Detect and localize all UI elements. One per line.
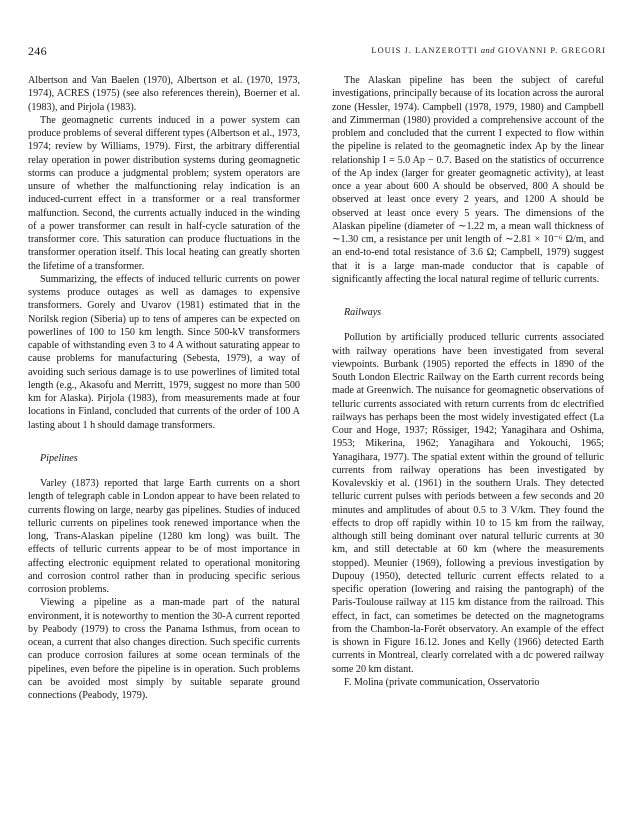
left-paragraph-5: Viewing a pipeline as a man-made part of the natural environment, it is noteworthy to mention the 30-A current reported by Peabody (1979) to cross the Panama Isthmus, from ocean to ocean, a current that also changes direction. Such specific currents can produce corrosion failures at some ocean terminals of the pipelines, even before the pipeline is in operation. Such problems can be avoided most simply by suitable separate ground connections (Peabody, 1979). — [28, 597, 300, 701]
section-heading-pipelines: Pipelines — [40, 452, 78, 464]
left-paragraph-4: Varley (1873) reported that large Earth currents on a short length of telegraph cable in London appear to have been related to currents flowing on large, nearby gas pipelines. Studies of induced telluric currents on pipelines took renewed importance when the long, Trans-Alaskan pipeline (1280 km long) was built. The effects of telluric currents appear to be of most importance in affecting electronic equipment related to operational monitoring and corrosion control rather than in producing specific serious corrosion problems. — [28, 478, 300, 595]
section-heading-railways: Railways — [344, 307, 382, 318]
left-paragraph-3: Summarizing, the effects of induced telluric currents on power systems produce outages as well as damages to expensive transformers. Gorely and Uvarov (1981) estimated that in the Norilsk region (Siberia) up to tens of amperes can be expected on powerlines of 100 to 150 km length. Since 500-kV transformers capable of withstanding even 3 to 4 A without saturating appear to cause problems for manufacturing (Sebesta, 1979), a way of avoiding such serious damage is to use powerlines of limited total length (e.g., Akasofu and Merritt, 1979, suggest no more than 500 km for Alaska). Pirjola (1983), from measurements made at four locations in Finland, concluded that currents of the order of 100 A lasting about 1 h should damage transformers. — [28, 273, 300, 431]
running-head-authors: LOUIS J. LANZEROTTI — [371, 46, 478, 55]
right-column — [332, 74, 604, 689]
running-head — [371, 46, 606, 55]
left-paragraph-1: Albertson and Van Baelen (1970), Albertson et al. (1970, 1973, 1974), ACRES (1975) (see also references therein), Boerner et al. (1983), and Pirjola (1983). — [28, 75, 300, 113]
page-number: 246 — [28, 44, 47, 58]
right-paragraph-2: Pollution by artificially produced telluric currents associated with railway operations have been investigated from several viewpoints. Burbank (1905) reported the effects in 1890 of the South London Electric Railway on the Earth current records being made at Greenwich. The nuisance for geomagnetic observations of telluric currents associated with return currents from dc electrified railways has perhaps been the most widely investigated effect (La Cour and Hoge, 1937; Rössiger, 1942; Yanagihara and Oshima, 1953; Mikerina, 1962; Yanagihara and Yokouchi, 1965; Yanagihara, 1977). The spatial extent within the ground of telluric currents from railway operations has been investigated by Kovalevskiy et al. (1961) in the southern Urals. They detected telluric current pulses with periods between a few seconds and 20 minutes and amplitudes of about 0.5 to 3 V/km. They found the effects to drop off rapidly within 10 to 15 km from the railway, although still being dominant over natural telluric currents at 30 km, and still detectable at 60 km (where the measurements stopped). Meunier (1969), following a previous investigation by Dupouy (1950), detected telluric current effects related to a specific operation (lowering and raising the pantograph) of the Paris-Toulouse railway at 115 km distance from the railroad. This effect, in fact, can sometimes be detected on the magnetograms from the Chambon-la-Forêt observatory. An example of the effect is shown in Figure 16.12. Jones and Kelly (1966) detected Earth currents in Montreal, clearly correlated with a dc powered railway some 20 km distant. — [332, 332, 604, 675]
right-paragraph-1: The Alaskan pipeline has been the subject of careful investigations, principally because of its location across the auroral zone (Hessler, 1974). Campbell (1978, 1979, 1980) and Campbell and Zimmerman (1980) provided a comprehensive account of the problem and concluded that the current I expected to flow within the pipeline is related to the geomagnetic index Ap by the linear relationship I = 5.0 Ap − 0.7. Based on the statistics of occurrence of the Ap index (larger for greater geomagnetic activity), at least once a year about 600 A should be observed, 800 A should be observed at least once every 2 years, and 1200 A should be observed at least once every 5 years. The dimensions of the Alaskan pipeline (diameter of ∼1.22 m, a mean wall thickness of ∼1.30 cm, a resistance per unit length of ∼2.81 × 10⁻⁶ Ω/m, and an end-to-end total resistance of 3.6 Ω; Campbell, 1979) suggest that it is a large man-made conductor that is capable of significantly affecting the local natural regime of telluric currents. — [332, 75, 604, 285]
running-head-and: and — [480, 46, 495, 55]
running-head-authors-2: GIOVANNI P. GREGORI — [498, 46, 606, 55]
left-paragraph-2: The geomagnetic currents induced in a power system can produce problems of several different types (Albertson et al., 1973, 1974; review by Williams, 1979). First, the arbitrary differential relay operation in power distribution systems during geomagnetic storms can produce a judgmental problem; system operators are unsure of whether the malfunctioning relay indication is an induced-current effect in a transformer or a real transformer malfunction. Second, the currents actually induced in the winding of a power transformer can result in half-cycle saturation of the transformer core. This saturation can produce fluctuations in the transformer operation itself. This local heating can greatly shorten the lifetime of a transformer. — [28, 114, 300, 272]
left-column — [28, 74, 300, 702]
right-paragraph-3: F. Molina (private communication, Osservatorio — [344, 676, 540, 688]
